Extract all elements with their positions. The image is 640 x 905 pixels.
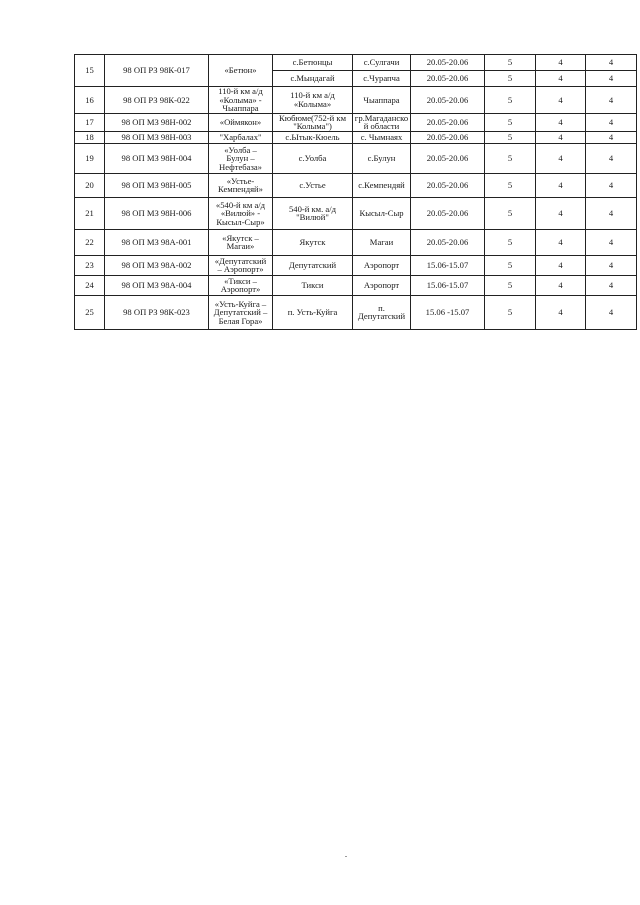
- to-point: Магаи: [353, 229, 411, 255]
- value-a: 5: [485, 143, 536, 173]
- from-point: Тикси: [273, 275, 353, 295]
- value-b: 4: [536, 173, 586, 197]
- table-row: [75, 197, 637, 229]
- road-name: «Усть-Куйга – Депутатский – Белая Гора»: [209, 295, 273, 329]
- row-number: 18: [75, 131, 105, 143]
- to-point: Аэропорт: [353, 275, 411, 295]
- to-point: Аэропорт: [353, 255, 411, 275]
- to-point: Чыаппара: [353, 87, 411, 114]
- row-number: 19: [75, 143, 105, 173]
- value-b: 4: [536, 71, 586, 87]
- road-code: 98 ОП РЗ 98К-017: [105, 55, 209, 87]
- road-code: 98 ОП МЗ 98А-001: [105, 229, 209, 255]
- to-point: п. Депутатский: [353, 295, 411, 329]
- value-a: 5: [485, 229, 536, 255]
- value-a: 5: [485, 173, 536, 197]
- road-schedule-table: [74, 54, 637, 330]
- row-number: 23: [75, 255, 105, 275]
- value-c: 4: [586, 295, 637, 329]
- value-c: 4: [586, 173, 637, 197]
- value-b: 4: [536, 113, 586, 131]
- from-point: с.Ытык-Кюель: [273, 131, 353, 143]
- to-point: гр.Магаданско й области: [353, 113, 411, 131]
- road-name: «Уолба – Булун – Нефтебаза»: [209, 143, 273, 173]
- from-point: Якутск: [273, 229, 353, 255]
- road-code: 98 ОП МЗ 98Н-002: [105, 113, 209, 131]
- from-point: п. Усть-Куйга: [273, 295, 353, 329]
- period: 15.06 -15.07: [411, 295, 485, 329]
- to-point: с.Чурапча: [353, 71, 411, 87]
- value-b: 4: [536, 229, 586, 255]
- value-b: 4: [536, 197, 586, 229]
- to-point: с. Чымнаях: [353, 131, 411, 143]
- road-code: 98 ОП МЗ 98Н-006: [105, 197, 209, 229]
- from-point: Кюбюме(752-й км "Колыма"): [273, 113, 353, 131]
- table-row: [75, 295, 637, 329]
- value-c: 4: [586, 229, 637, 255]
- value-c: 4: [586, 275, 637, 295]
- value-a: 5: [485, 113, 536, 131]
- period: 20.05-20.06: [411, 197, 485, 229]
- row-number: 25: [75, 295, 105, 329]
- road-code: 98 ОП РЗ 98К-023: [105, 295, 209, 329]
- value-b: 4: [536, 255, 586, 275]
- road-name: «Депутатский – Аэропорт»: [209, 255, 273, 275]
- row-number: 15: [75, 55, 105, 87]
- value-b: 4: [536, 295, 586, 329]
- value-b: 4: [536, 87, 586, 114]
- table-row: [75, 131, 637, 143]
- value-b: 4: [536, 275, 586, 295]
- road-name: «Тикси – Аэропорт»: [209, 275, 273, 295]
- period: 20.05-20.06: [411, 113, 485, 131]
- period: 20.05-20.06: [411, 229, 485, 255]
- value-a: 5: [485, 255, 536, 275]
- row-number: 22: [75, 229, 105, 255]
- row-number: 16: [75, 87, 105, 114]
- table-row: [75, 173, 637, 197]
- road-code: 98 ОП МЗ 98А-002: [105, 255, 209, 275]
- to-point: Кысыл-Сыр: [353, 197, 411, 229]
- value-b: 4: [536, 55, 586, 71]
- value-b: 4: [536, 143, 586, 173]
- road-name: «Оймякон»: [209, 113, 273, 131]
- row-number: 20: [75, 173, 105, 197]
- row-number: 24: [75, 275, 105, 295]
- value-c: 4: [586, 113, 637, 131]
- from-point: с.Уолба: [273, 143, 353, 173]
- value-c: 4: [586, 131, 637, 143]
- road-name: 110-й км а/д «Колыма» - Чыаппара: [209, 87, 273, 114]
- to-point: с.Сулгачи: [353, 55, 411, 71]
- scan-speck: [345, 856, 347, 857]
- row-number: 21: [75, 197, 105, 229]
- value-a: 5: [485, 295, 536, 329]
- road-code: 98 ОП МЗ 98Н-003: [105, 131, 209, 143]
- value-a: 5: [485, 71, 536, 87]
- value-a: 5: [485, 87, 536, 114]
- value-c: 4: [586, 255, 637, 275]
- table-row: [75, 143, 637, 173]
- value-c: 4: [586, 197, 637, 229]
- period: 15.06-15.07: [411, 275, 485, 295]
- from-point: с.Бетюнцы: [273, 55, 353, 71]
- value-c: 4: [586, 87, 637, 114]
- row-number: 17: [75, 113, 105, 131]
- value-a: 5: [485, 275, 536, 295]
- period: 20.05-20.06: [411, 87, 485, 114]
- road-name: «Бетюн»: [209, 55, 273, 87]
- table-row: [75, 55, 637, 71]
- value-a: 5: [485, 55, 536, 71]
- from-point: 540-й км. а/д "Вилюй": [273, 197, 353, 229]
- table-row: [75, 275, 637, 295]
- road-code: 98 ОП МЗ 98Н-004: [105, 143, 209, 173]
- from-point: 110-й км а/д «Колыма»: [273, 87, 353, 114]
- table-row: [75, 255, 637, 275]
- road-name: «540-й км а/д «Вилюй» - Кысыл-Сыр»: [209, 197, 273, 229]
- period: 15.06-15.07: [411, 255, 485, 275]
- road-code: 98 ОП МЗ 98А-004: [105, 275, 209, 295]
- period: 20.05-20.06: [411, 143, 485, 173]
- value-a: 5: [485, 197, 536, 229]
- from-point: с.Устье: [273, 173, 353, 197]
- road-name: «Устье- Кемпендяй»: [209, 173, 273, 197]
- table-row: [75, 113, 637, 131]
- period: 20.05-20.06: [411, 173, 485, 197]
- value-b: 4: [536, 131, 586, 143]
- table-row: [75, 87, 637, 114]
- period: 20.05-20.06: [411, 55, 485, 71]
- to-point: с.Кемпендяй: [353, 173, 411, 197]
- road-code: 98 ОП МЗ 98Н-005: [105, 173, 209, 197]
- table-row: [75, 229, 637, 255]
- from-point: Депутатский: [273, 255, 353, 275]
- to-point: с.Булун: [353, 143, 411, 173]
- value-c: 4: [586, 55, 637, 71]
- road-name: «Якутск – Магаи»: [209, 229, 273, 255]
- period: 20.05-20.06: [411, 131, 485, 143]
- road-code: 98 ОП РЗ 98К-022: [105, 87, 209, 114]
- period: 20.05-20.06: [411, 71, 485, 87]
- road-name: "Харбалах": [209, 131, 273, 143]
- value-a: 5: [485, 131, 536, 143]
- value-c: 4: [586, 143, 637, 173]
- value-c: 4: [586, 71, 637, 87]
- table-body: [75, 55, 637, 330]
- from-point: с.Мындагай: [273, 71, 353, 87]
